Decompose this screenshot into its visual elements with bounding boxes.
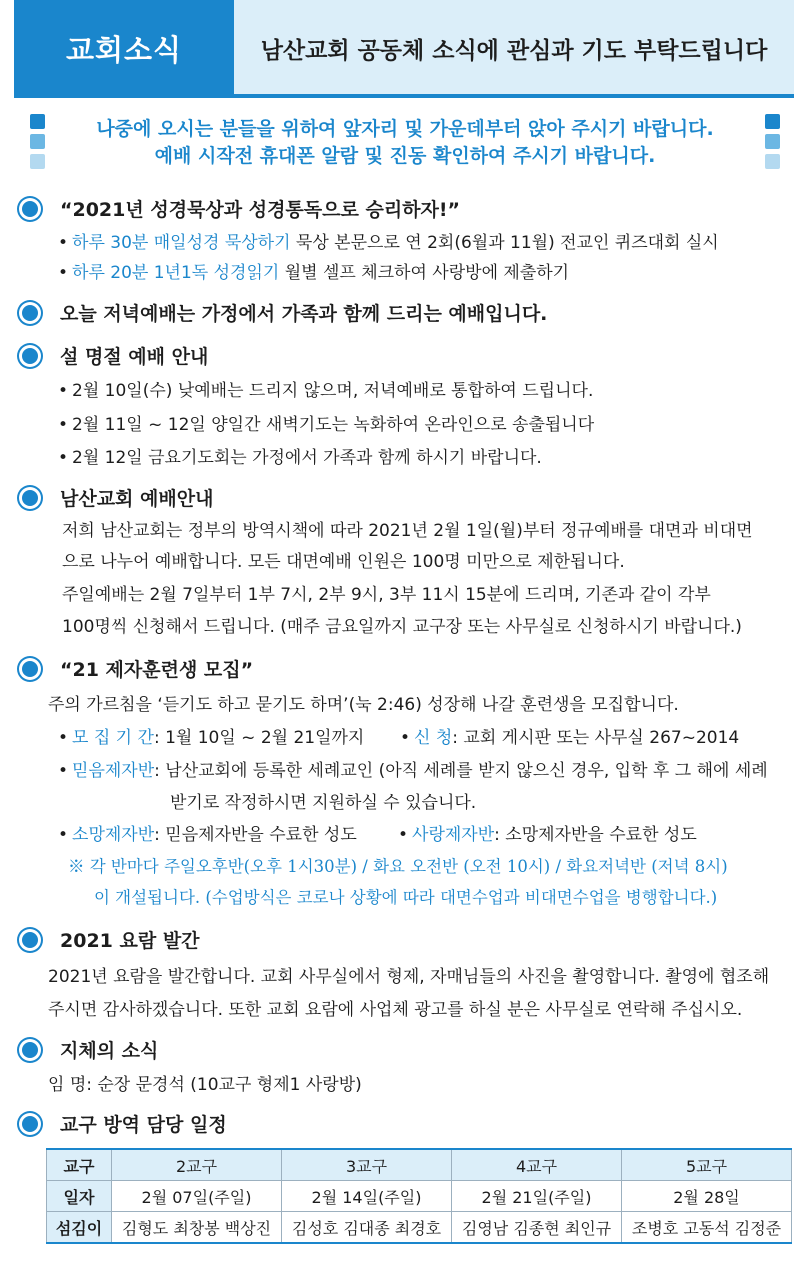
table-cell: 김영남 김종현 최인규 bbox=[452, 1212, 622, 1244]
notice-box bbox=[30, 114, 780, 172]
circle-bullet-icon bbox=[22, 932, 38, 948]
yearbook-line: 주시면 감사하겠습니다. 또한 교회 요람에 사업체 광고를 하실 분은 사무실로 연락해 주십시오. bbox=[48, 1000, 743, 1020]
holiday-item: • 2월 11일 ~ 12일 양일간 새벽기도는 녹화하여 온라인으로 송출됩니다 bbox=[58, 415, 595, 435]
table-cell: 김성호 김대종 최경호 bbox=[282, 1212, 452, 1244]
disciple-note-2: 이 개설됩니다. (수업방식은 코로나 상황에 따라 대면수업과 비대면수업을 병행합니다.) bbox=[94, 888, 718, 907]
circle-bullet-icon bbox=[22, 305, 38, 321]
notice-squares-left bbox=[30, 114, 45, 174]
disciple-intro: 주의 가르침을 ‘듣기도 하고 묻기도 하며’(눅 2:46) 성장해 나갈 훈련생을 모집합니다. bbox=[48, 695, 679, 715]
square-icon bbox=[765, 154, 780, 169]
bible-item-1: • 하루 30분 매일성경 묵상하기 묵상 본문으로 연 2회(6월과 11월) 전교인 퀴즈대회 실시 bbox=[58, 233, 719, 253]
worship-line: 주일예배는 2월 7일부터 1부 7시, 2부 9시, 3부 11시 15분에 드리며, 기존과 같이 각부 bbox=[62, 585, 711, 605]
table-cell: 2월 28일 bbox=[622, 1181, 792, 1212]
disciple-faith: • 믿음제자반: 남산교회에 등록한 세례교인 (아직 세례를 받지 않으신 경우, 입학 후 그 해에 세례 bbox=[58, 761, 768, 781]
holiday-item: • 2월 10일(수) 낮예배는 드리지 않으며, 저녁예배로 통합하여 드립니다. bbox=[58, 381, 594, 401]
header-tab: 교회소식 bbox=[14, 0, 234, 96]
schedule-table bbox=[46, 1148, 792, 1244]
header-divider bbox=[14, 94, 794, 98]
circle-bullet-icon bbox=[22, 661, 38, 677]
section-title-members: 지체의 소식 bbox=[22, 1036, 158, 1063]
table-cell: 2월 14일(주일) bbox=[282, 1181, 452, 1212]
disciple-love: • 사랑제자반: 소망제자반을 수료한 성도 bbox=[398, 825, 697, 845]
table-row bbox=[47, 1181, 792, 1212]
section-title-disciple: “21 제자훈련생 모집” bbox=[22, 655, 253, 682]
circle-bullet-icon bbox=[22, 201, 38, 217]
row-label: 일자 bbox=[47, 1181, 112, 1212]
table-cell: 2월 21일(주일) bbox=[452, 1181, 622, 1212]
header-subtitle: 남산교회 공동체 소식에 관심과 기도 부탁드립니다 bbox=[234, 0, 794, 96]
notice-line-1: 나중에 오시는 분들을 위하여 앞자리 및 가운데부터 앉아 주시기 바랍니다. bbox=[96, 118, 714, 140]
section-title-worship: 남산교회 예배안내 bbox=[22, 484, 213, 511]
notice-squares-right bbox=[765, 114, 780, 174]
square-icon bbox=[765, 114, 780, 129]
section-title-holiday: 설 명절 예배 안내 bbox=[22, 342, 208, 369]
section-title-schedule: 교구 방역 담당 일정 bbox=[22, 1110, 227, 1137]
worship-line: 100명씩 신청해서 드립니다. (매주 금요일까지 교구장 또는 사무실로 신청하시기 바랍니다.) bbox=[62, 617, 742, 637]
notice-text bbox=[30, 114, 780, 170]
table-cell: 김형도 최창봉 백상진 bbox=[112, 1212, 282, 1244]
circle-bullet-icon bbox=[22, 1042, 38, 1058]
table-cell: 3교구 bbox=[282, 1149, 452, 1181]
square-icon bbox=[30, 134, 45, 149]
worship-line: 저희 남산교회는 정부의 방역시책에 따라 2021년 2월 1일(월)부터 정규예배를 대면과 비대면 bbox=[62, 521, 753, 541]
header-banner bbox=[14, 0, 794, 96]
disciple-period: • 모 집 기 간: 1월 10일 ~ 2월 21일까지 bbox=[58, 728, 365, 748]
section-title-yearbook: 2021 요람 발간 bbox=[22, 926, 200, 953]
bible-item-2: • 하루 20분 1년1독 성경읽기 월별 셀프 체크하여 사랑방에 제출하기 bbox=[58, 263, 570, 283]
worship-line: 으로 나누어 예배합니다. 모든 대면예배 인원은 100명 미만으로 제한됩니다. bbox=[62, 552, 625, 572]
table-cell: 2월 07일(주일) bbox=[112, 1181, 282, 1212]
row-label: 교구 bbox=[47, 1149, 112, 1181]
members-line: 임 명: 순장 문경석 (10교구 형제1 사랑방) bbox=[48, 1075, 362, 1095]
yearbook-line: 2021년 요람을 발간합니다. 교회 사무실에서 형제, 자매님들의 사진을 촬영합니다. 촬영에 협조해 bbox=[48, 967, 770, 987]
table-row bbox=[47, 1212, 792, 1244]
disciple-apply: • 신 청: 교회 게시판 또는 사무실 267~2014 bbox=[400, 728, 740, 748]
circle-bullet-icon bbox=[22, 1116, 38, 1132]
table-cell: 5교구 bbox=[622, 1149, 792, 1181]
table-cell: 4교구 bbox=[452, 1149, 622, 1181]
disciple-hope: • 소망제자반: 믿음제자반을 수료한 성도 bbox=[58, 825, 357, 845]
table-cell: 2교구 bbox=[112, 1149, 282, 1181]
disciple-faith-cont: 받기로 작정하시면 지원하실 수 있습니다. bbox=[170, 793, 477, 813]
section-title-evening: 오늘 저녁예배는 가정에서 가족과 함께 드리는 예배입니다. bbox=[22, 299, 547, 326]
section-title-bible: “2021년 성경묵상과 성경통독으로 승리하자!” bbox=[22, 195, 460, 222]
square-icon bbox=[30, 114, 45, 129]
square-icon bbox=[30, 154, 45, 169]
table-cell: 조병호 고동석 김정준 bbox=[622, 1212, 792, 1244]
holiday-item: • 2월 12일 금요기도회는 가정에서 가족과 함께 하시기 바랍니다. bbox=[58, 448, 542, 468]
square-icon bbox=[765, 134, 780, 149]
circle-bullet-icon bbox=[22, 348, 38, 364]
row-label: 섬김이 bbox=[47, 1212, 112, 1244]
circle-bullet-icon bbox=[22, 490, 38, 506]
notice-line-2: 예배 시작전 휴대폰 알람 및 진동 확인하여 주시기 바랍니다. bbox=[154, 145, 656, 167]
table-row bbox=[47, 1149, 792, 1181]
disciple-note-1: ※ 각 반마다 주일오후반(오후 1시30분) / 화요 오전반 (오전 10시) / 화요저녁반 (저녁 8시) bbox=[68, 857, 728, 876]
